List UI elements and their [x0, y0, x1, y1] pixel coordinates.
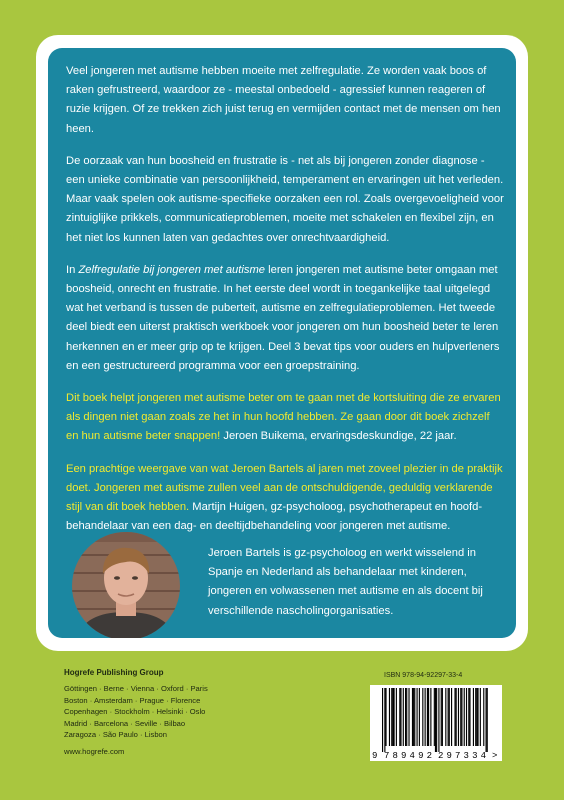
book-title-italic: Zelfregulatie bij jongeren met autisme: [78, 263, 266, 276]
city-line: Boston · Amsterdam · Prague · Florence: [64, 695, 201, 705]
barcode-bar: [487, 688, 488, 752]
city-line: Zaragoza · São Paulo · Lisbon: [64, 730, 167, 740]
barcode-bar: [419, 688, 420, 746]
author-photo: [72, 532, 180, 638]
endorsement-2: [66, 460, 504, 537]
barcode-bar: [466, 688, 467, 746]
barcode-bar: [385, 688, 386, 746]
barcode-bar: [382, 688, 383, 752]
paragraph-causes: De oorzaak van hun boosheid en frustratie is - net als bij jongeren zonder diagnose - een unieke combinatie van persoonlijkheid, temperament en ervaringen uit het verleden. Maar vaak spelen ook autisme-specifieke oorzaken een rol. Zoals overgevoeligheid voor zintuiglijke prikkels, communicatieproblemen, moeite met schakelen en flexibel zijn, en het niet los kunnen laten van gedachtes over onrechtvaardigheid.: [66, 154, 504, 244]
barcode-bar: [486, 688, 487, 752]
paragraph-prefix: In: [66, 263, 79, 276]
barcode-bar: [384, 688, 385, 752]
city-line: Göttingen · Berne · Vienna · Oxford · Paris: [64, 684, 208, 694]
barcode-bar: [448, 688, 449, 746]
barcode-bar: [408, 688, 409, 746]
barcode-bars: [382, 688, 488, 752]
barcode-bar: [483, 688, 484, 746]
endorsement-quote: Een prachtige weergave van wat Jeroen Bartels al jaren met zoveel plezier in de praktijk doet. Jongeren met autisme zullen veel aan de ontschuldigende, geduldig verklarende stijl van dit boek hebben.: [66, 462, 503, 514]
isbn-label: ISBN 978-94-92297-33-4: [384, 672, 463, 679]
barcode-bar: [412, 688, 413, 746]
paragraph-book-description: [66, 261, 504, 376]
barcode-bar: [456, 688, 457, 746]
publisher-cities: [64, 683, 264, 740]
barcode-bar: [460, 688, 461, 746]
barcode-bar: [425, 688, 426, 746]
author-section: [66, 532, 504, 632]
barcode-bar: [454, 688, 455, 746]
barcode-bar: [476, 688, 477, 746]
barcode-bar: [438, 688, 439, 752]
city-line: Madrid · Barcelona · Seville · Bilbao: [64, 718, 186, 728]
barcode-digits-right: 297334: [438, 751, 486, 761]
barcode-bar: [468, 688, 469, 746]
barcode-bar: [403, 688, 404, 746]
barcode-bar: [442, 688, 443, 746]
barcode-bar: [451, 688, 452, 746]
barcode-bar: [461, 688, 462, 746]
barcode-graphic: [370, 685, 502, 761]
barcode-bar: [435, 688, 436, 752]
barcode-bar: [480, 688, 481, 746]
barcode-bar: [406, 688, 407, 746]
barcode-bar: [441, 688, 442, 746]
barcode-end-mark: >: [492, 751, 498, 761]
endorsement-1: [66, 389, 504, 447]
paragraph-intro: Veel jongeren met autisme hebben moeite met zelfregulatie. Ze worden vaak boos of raken gefrustreerd, waardoor ze - meestal onbedoeld - agressief kunnen reageren of ruzie krijgen. Of ze trekken zich juist terug en vermijden contact met de mensen om hen heen.: [66, 65, 501, 135]
author-bio: Jeroen Bartels is gz-psycholoog en werkt wisselend in Spanje en Nederland als behandelaar met kinderen, jongeren en volwassenen met autisme en als docent bij verschillende nascholingorganisaties.: [208, 547, 483, 617]
barcode-bar: [427, 688, 428, 746]
barcode-bar: [464, 688, 465, 746]
barcode-bar: [473, 688, 474, 746]
barcode-bar: [417, 688, 418, 746]
endorsement-quote: Dit boek helpt jongeren met autisme beter om te gaan met de kortsluiting die ze ervaren als dingen niet gaan zoals ze het in hun hoofd hebben. Ze gaan door dit boek zichzelf en hun autisme beter snappen!: [66, 392, 501, 443]
blurb-panel: [48, 48, 516, 638]
barcode-bar: [449, 688, 450, 746]
barcode-bar: [434, 688, 435, 746]
barcode-bar: [436, 688, 437, 752]
barcode-bar: [430, 688, 431, 746]
endorsement-attribution: Martijn Huigen, gz-psycholoog, psychotherapeut en hoofd-behandelaar van een dag- en deeltijdbehandeling voor jongeren met autisme.: [66, 501, 483, 533]
barcode-lead-digit: 9: [372, 751, 378, 761]
barcode-bar: [399, 688, 400, 746]
blurb-text: [66, 62, 504, 549]
publisher-info: [64, 667, 264, 758]
publisher-name: Hogrefe Publishing Group: [64, 668, 164, 677]
barcode-bar: [469, 688, 470, 746]
barcode-digits-left: 789492: [384, 751, 432, 761]
barcode-bar: [396, 688, 397, 746]
barcode-bar: [391, 688, 392, 746]
barcode-bar: [394, 688, 395, 746]
barcode-bar: [389, 688, 390, 746]
barcode: [370, 685, 502, 761]
barcode-bar: [413, 688, 414, 746]
barcode-bar: [422, 688, 423, 746]
city-line: Copenhagen · Stockholm · Helsinki · Oslo: [64, 707, 206, 717]
paragraph-body: leren jongeren met autisme beter omgaan met boosheid, onrecht en frustratie. In het eerste deel wordt in toegankelijke taal uitgelegd wat het verband is tussen de puberteit, autisme en zelfregulatieproblemen. Het tweede deel biedt een uiterst praktisch werkboek voor jongeren om hun boosheid beter te leren herkennen en er meer grip op te krijgen. Deel 3 bevat tips voor ouders en hulpverleners en een gestructureerd programma voor een groepstraining.: [66, 263, 500, 372]
barcode-bar: [477, 688, 478, 746]
endorsement-attribution: Jeroen Buikema, ervaringsdeskundige, 22 jaar.: [220, 430, 457, 443]
barcode-bar: [414, 688, 415, 746]
barcode-bar: [475, 688, 476, 746]
barcode-bar: [392, 688, 393, 746]
barcode-bar: [405, 688, 406, 746]
barcode-bar: [445, 688, 446, 746]
publisher-url[interactable]: www.hogrefe.com: [64, 747, 125, 757]
barcode-bar: [428, 688, 429, 746]
barcode-bar: [458, 688, 459, 746]
barcode-bar: [400, 688, 401, 746]
